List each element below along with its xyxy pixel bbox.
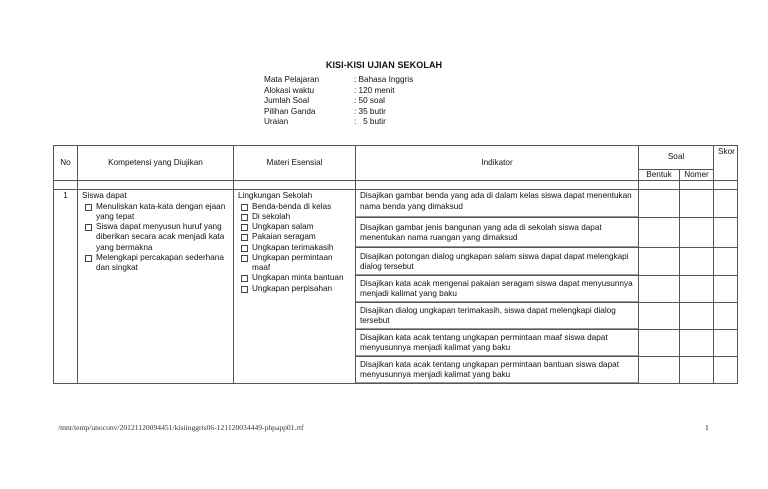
meta-value: : 50 soal [354, 96, 385, 105]
header-bentuk: Bentuk [639, 170, 680, 181]
header-nomor: Nomer [680, 170, 714, 181]
indikator-cell: Disajikan potongan dialog ungkapan salam siswa dapat dapat melengkapi dialog tersebut [356, 248, 639, 276]
meta-row [264, 117, 413, 128]
meta-label: Mata Pelajaran [264, 75, 320, 84]
indikator-cell: Disajikan kata acak mengenai pakaian seragam siswa dapat menyusunnya menjadi kalimat yang baku [356, 276, 639, 303]
materi-item: Ungkapan terimakasih [238, 243, 351, 253]
kompetensi-item: Melengkapi percakapan sederhana dan singkat [82, 253, 229, 274]
indikator-cell: Disajikan kata acak tentang ungkapan permintaan maaf siswa dapat menyusunnya menjadi kalimat yang baku [356, 330, 639, 357]
meta-row [264, 75, 413, 86]
indikator-cell: Disajikan dialog ungkapan terimakasih, siswa dapat melengkapi dialog tersebut [356, 303, 639, 330]
materi-cell [234, 190, 356, 384]
kompetensi-title: Siswa dapat [82, 191, 127, 201]
kompetensi-list [82, 202, 229, 274]
materi-item: Ungkapan permintaan maaf [238, 253, 351, 274]
materi-item: Pakaian seragam [238, 232, 351, 242]
materi-title: Lingkungan Sekolah [238, 191, 313, 201]
materi-list [238, 202, 351, 294]
meta-value: : 35 butir [354, 106, 386, 116]
indikator-cell: Disajikan gambar benda yang ada di dalam kelas siswa dapat menentukan nama benda yang dimaksud [356, 190, 639, 218]
meta-row [264, 107, 413, 118]
indikator-cell: Disajikan gambar jenis bangunan yang ada di sekolah siswa dapat menentukan nama ruangan yang dimaksud [356, 218, 639, 248]
header-indikator: Indikator [356, 146, 639, 181]
kompetensi-item: Siswa dapat menyusun huruf yang diberikan secara acak menjadi kata yang bermakna [82, 222, 229, 253]
meta-row [264, 86, 413, 97]
kisi-kisi-table [53, 145, 738, 384]
indikator-cell: Disajikan kata acak tentang ungkapan permintaan bantuan siswa dapat menyusunnya menjadi kalimat yang baku [356, 357, 639, 384]
document-meta [264, 75, 413, 128]
header-soal: Soal [639, 146, 714, 170]
materi-item: Ungkapan perpisahan [238, 284, 351, 294]
materi-item: Ungkapan minta bantuan [238, 273, 351, 283]
meta-label: Alokasi waktu [264, 85, 315, 95]
materi-item: Ungkapan salam [238, 222, 351, 232]
row-number: 1 [54, 190, 78, 384]
materi-item: Di sekolah [238, 212, 351, 222]
meta-row [264, 96, 413, 107]
header-no: No [54, 146, 78, 181]
header-materi: Materi Esensial [234, 146, 356, 181]
footer-path: /mnt/temp/unoconv/20121120094451/kisiinggris06-121120034449-phpapp01.rtf [58, 423, 304, 432]
meta-value: : 5 butir [354, 117, 386, 126]
meta-label: Uraian [264, 117, 289, 126]
kompetensi-item: Menuliskan kata-kata dengan ejaan yang tepat [82, 202, 229, 223]
header-skor: Skor [714, 146, 738, 181]
meta-label: Pilihan Ganda [264, 106, 316, 116]
page-number: 1 [705, 423, 709, 432]
meta-value: : Bahasa Inggris [354, 75, 414, 84]
materi-item: Benda-benda di kelas [238, 202, 351, 212]
document-title: KISI-KISI UJIAN SEKOLAH [325, 60, 443, 70]
header-kompetensi: Kompetensi yang Diujikan [78, 146, 234, 181]
meta-value: : 120 menit [354, 85, 395, 95]
kompetensi-cell [78, 190, 234, 384]
meta-label: Jumlah Soal [264, 96, 310, 105]
